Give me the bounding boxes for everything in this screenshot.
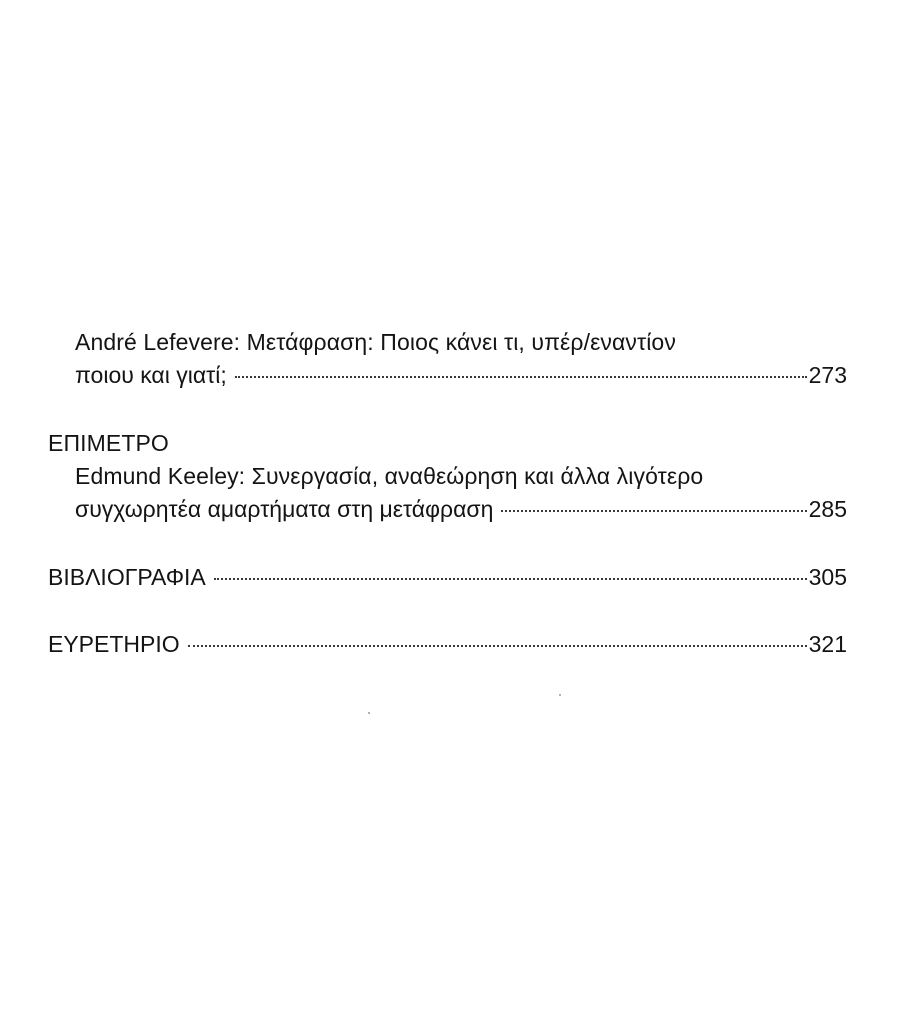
toc-entry-lefevere-page: 273 bbox=[808, 362, 847, 388]
toc-entry-bibliography-label: ΒΙΒΛΙΟΓΡΑΦΙΑ bbox=[48, 564, 206, 590]
dot-leader bbox=[214, 578, 807, 580]
dot-leader bbox=[188, 645, 807, 647]
toc-entry-keeley-title-line2: συγχωρητέα αμαρτήματα στη μετάφραση bbox=[75, 496, 494, 522]
toc-entry-lefevere[interactable] bbox=[75, 360, 847, 390]
toc-entry-keeley-page: 285 bbox=[808, 496, 847, 522]
toc-entry-index[interactable] bbox=[48, 629, 847, 659]
toc-entry-index-label: ΕΥΡΕΤΗΡΙΟ bbox=[48, 631, 180, 657]
toc-entry-index-page: 321 bbox=[808, 631, 847, 657]
scan-speck bbox=[368, 712, 370, 714]
toc-entry-keeley-title-line1: Edmund Keeley: Συνεργασία, αναθεώρηση και άλλα λιγότερο bbox=[75, 463, 704, 489]
scan-speck bbox=[559, 694, 561, 696]
toc-entry-bibliography-page: 305 bbox=[808, 564, 847, 590]
toc-entry-lefevere-title-line2: ποιου και γιατί; bbox=[75, 362, 227, 388]
toc-entry-lefevere-title-line1: André Lefevere: Μετάφραση: Ποιος κάνει τι, υπέρ/εναντίον bbox=[75, 329, 676, 355]
toc-entry-keeley[interactable] bbox=[75, 494, 847, 524]
dot-leader bbox=[501, 510, 806, 512]
dot-leader bbox=[235, 376, 807, 378]
toc-entry-bibliography[interactable] bbox=[48, 562, 847, 592]
toc-section-heading-epimetro: ΕΠΙΜΕΤΡΟ bbox=[48, 430, 169, 456]
